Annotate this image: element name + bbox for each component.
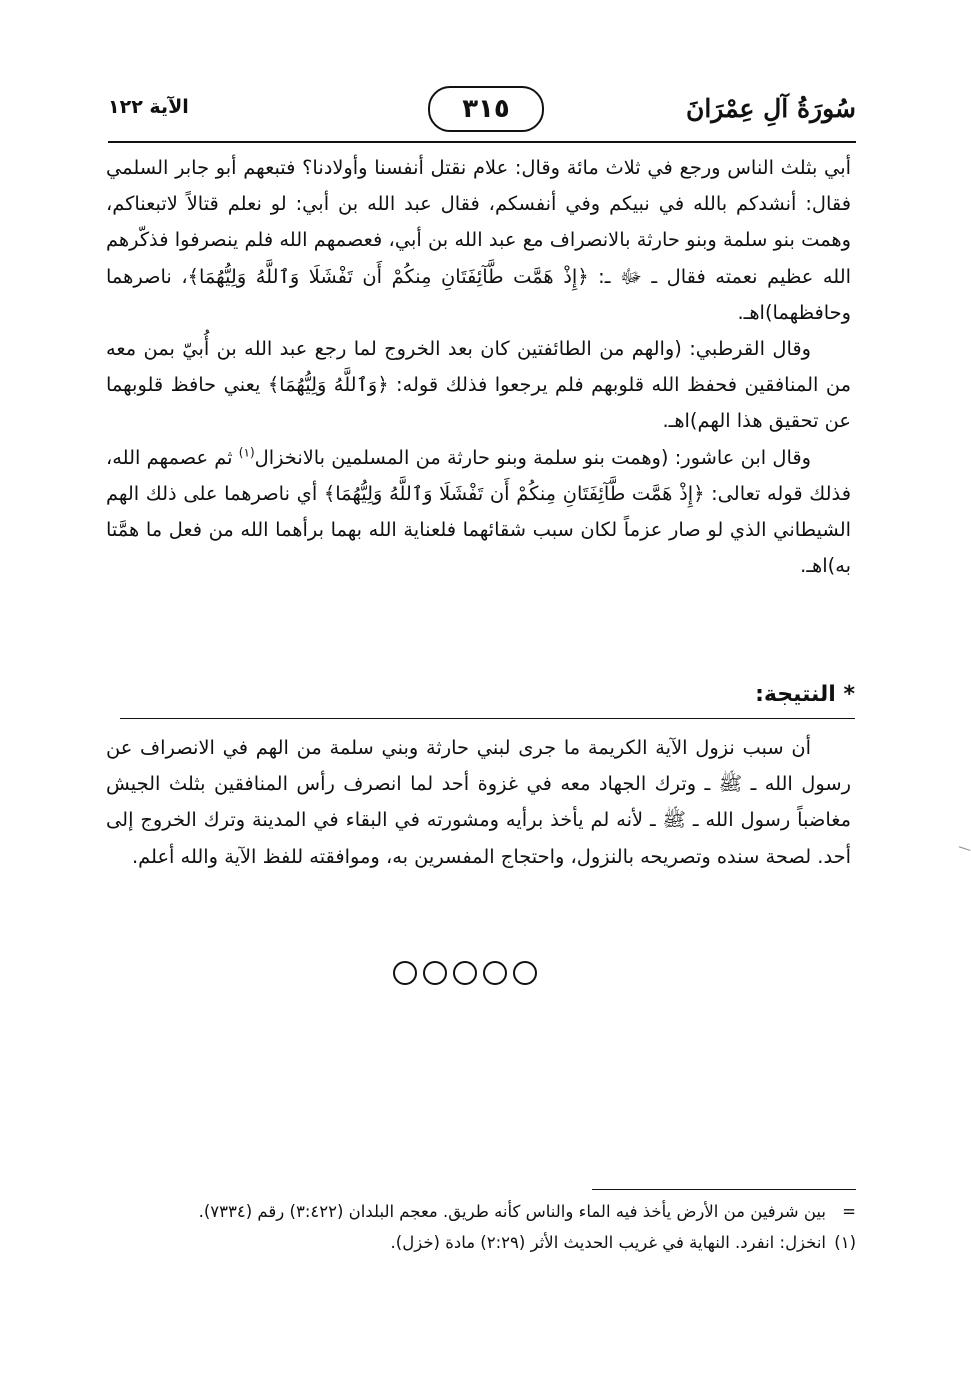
ornament-circle xyxy=(423,961,447,985)
paragraph-1: أبي بثلث الناس ورجع في ثلاث مائة وقال: علام نقتل أنفسنا وأولادنا؟ فتبعهم أبو جابر السلمي فقال: أنشدكم بالله في نبيكم وفي أنفسكم، فقال عبد الله بن أبي: لو نعلم قتالاً لاتبعناكم، وهمت بنو سلمة وبنو حارثة بالانصراف مع عبد الله بن أبي، فعصمهم الله فلم ينصرفوا فذكّرهم الله عظيم نعمته فقال ـ ﷻ ـ: ﴿إِذْ هَمَّت طَّآئِفَتَانِ مِنكُمْ أَن تَفْشَلَا وَٱللَّهُ وَلِيُّهُمَا﴾، ناصرهما وحافظهما)اهـ. xyxy=(106,156,851,324)
footnote-reference[interactable]: (١) xyxy=(238,445,255,460)
paragraph-3 xyxy=(106,440,851,585)
paragraph-3-part-1: وقال ابن عاشور: (وهمت بنو سلمة وبنو حارثة من المسلمين بالانخزال xyxy=(254,445,811,469)
footnote-text: بين شرفين من الأرض يأخذ فيه الماء والناس كأنه طريق. معجم البلدان (٣:٤٢٢) رقم (٧٣٣٤). xyxy=(198,1202,826,1221)
paragraph-3-part-2: ثم عصمهم الله، فذلك قوله تعالى: ﴿إِذْ هَمَّت طَّآئِفَتَانِ مِنكُمْ أَن تَفْشَلَا وَٱللَّهُ وَلِيُّهُمَا﴾ أي ناصرهما على ذلك الهم الشيطاني الذي لو صار عزماً لكان سبب شقائهما فلعناية الله بهما برأهما الله من فعل ما همَّتا به)اهـ. xyxy=(106,445,851,578)
paragraph-2: وقال القرطبي: (والهم من الطائفتين كان بعد الخروج لما رجع عبد الله بن أُبيّ بمن معه من المنافقين فحفظ الله قلوبهم فلم يرجعوا فذلك قوله: ﴿وَٱللَّهُ وَلِيُّهُمَا﴾ يعني حافظ قلوبهما عن تحقيق هذا الهم)اهـ. xyxy=(106,337,851,433)
heading-underline xyxy=(120,718,855,719)
verse-label: الآية ١٢٢ xyxy=(108,96,189,118)
main-text xyxy=(106,150,851,584)
page-number: ٣١٥ xyxy=(462,94,510,124)
footnote-mark: (١) xyxy=(834,1233,856,1252)
ornament-circle xyxy=(483,961,507,985)
ornament-circle xyxy=(453,961,477,985)
header-divider xyxy=(108,141,856,143)
footnote-item xyxy=(108,1196,856,1227)
section-heading-result: * النتيجة: xyxy=(755,682,855,707)
ornament-circle xyxy=(513,961,537,985)
page-number-badge xyxy=(428,86,544,132)
footnotes xyxy=(108,1196,856,1258)
footnote-mark: = xyxy=(842,1202,856,1221)
footnote-divider xyxy=(592,1189,856,1190)
surah-title: سُورَةُ آلِ عِمْرَانَ xyxy=(685,94,856,123)
ornament-circle xyxy=(393,961,417,985)
footnote-item xyxy=(108,1227,856,1258)
result-text-block xyxy=(106,730,851,875)
section-end-ornament xyxy=(393,961,537,991)
scan-mark xyxy=(958,846,971,854)
footnote-text: انخزل: انفرد. النهاية في غريب الحديث الأثر (٢:٢٩) مادة (خزل). xyxy=(390,1233,826,1252)
page-header xyxy=(108,86,856,136)
result-paragraph: أن سبب نزول الآية الكريمة ما جرى لبني حارثة وبني سلمة من الهم في الانصراف عن رسول الله ـ ﷺ ـ وترك الجهاد معه في غزوة أحد لما انصرف رأس المنافقين بثلث الجيش مغاضباً رسول الله ـ ﷺ ـ لأنه لم يأخذ برأيه ومشورته في البقاء في المدينة وترك الخروج إلى أحد. لصحة سنده وتصريحه بالنزول، واحتجاج المفسرين به، وموافقته للفظ الآية والله أعلم. xyxy=(106,736,851,868)
